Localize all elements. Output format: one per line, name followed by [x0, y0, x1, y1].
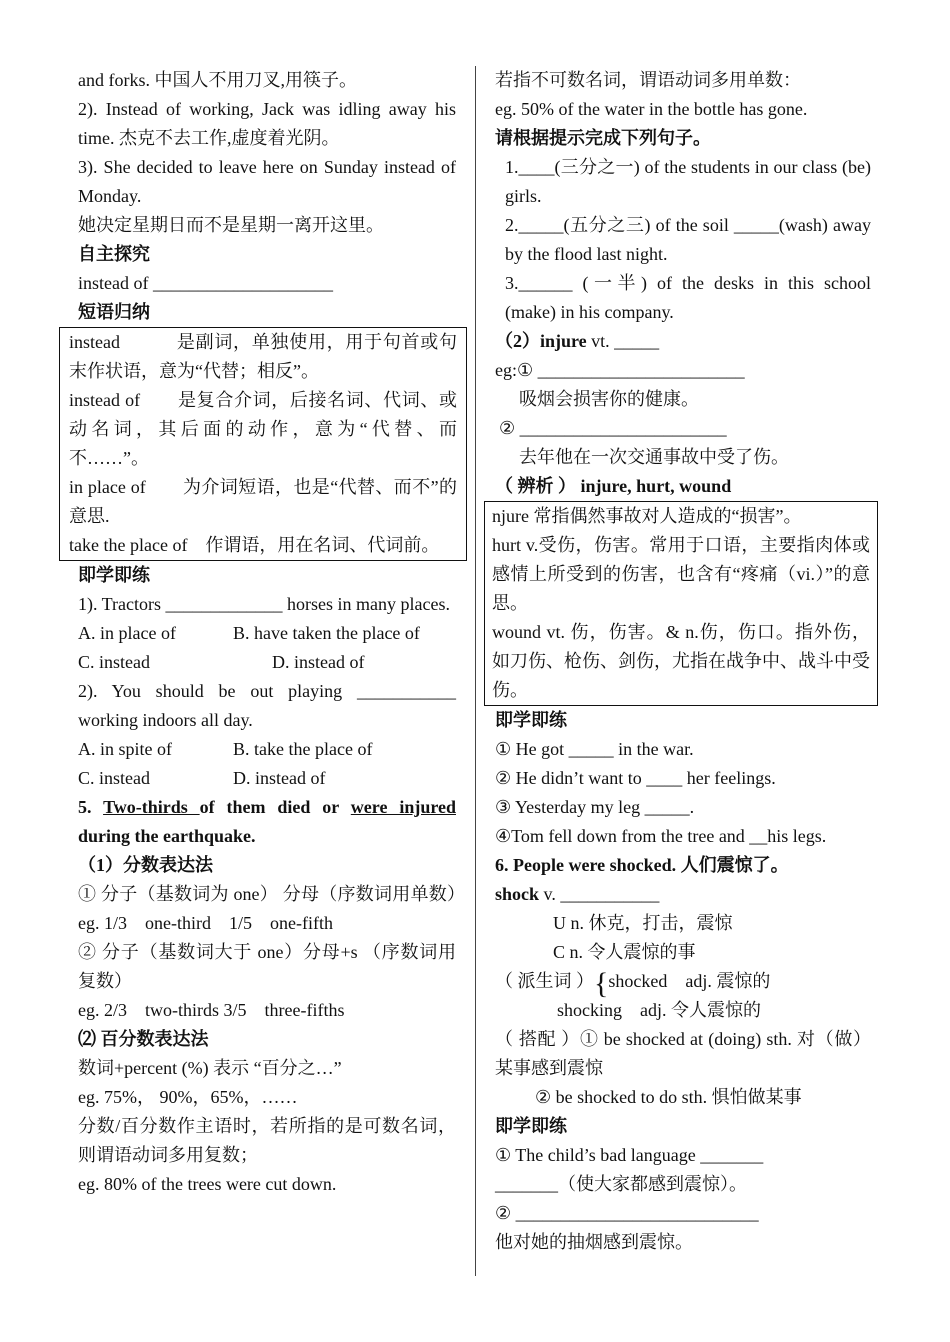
- rule-line: 数词+percent (%) 表示 “百分之…”: [78, 1058, 342, 1078]
- rule-line: ① 分子（基数词为 one） 分母（序数词用单数）eg. 1/3 one-third 1/5 one-fifth: [78, 884, 456, 933]
- example-sentence: and forks. 中国人不用刀叉,用筷子。: [78, 70, 357, 90]
- exercise-question: 3.______ (一半) of the desks in this school (make) in his company.: [505, 273, 871, 322]
- exercise-question: ③ Yesterday my leg _____.: [495, 797, 695, 817]
- section-heading: （ 辨析 ） injure, hurt, wound: [495, 476, 732, 496]
- example-line: eg. 75%， 90%，65%，……: [78, 1087, 298, 1107]
- exercise-question: _______（使大家都感到震惊）。: [495, 1174, 747, 1194]
- exercise-question: 1.____(三分之一) of the students in our class (be) girls.: [505, 157, 871, 206]
- key-sentence: 6. People were shocked. 人们震惊了。: [495, 855, 789, 875]
- section-heading: 即学即练: [495, 710, 567, 730]
- right-column: [492, 66, 871, 1257]
- fill-in-line: ② _______________________: [499, 418, 727, 438]
- example-line: eg. 50% of the water in the bottle has gone.: [495, 99, 808, 119]
- word-meaning: U n. 休克，打击，震惊: [553, 913, 733, 933]
- exercise-question: 2._____(五分之三) of the soil _____(wash) away by the flood last night.: [505, 215, 871, 264]
- rule-line: 若指不可数名词，谓语动词多用单数：: [495, 70, 801, 90]
- box-line: in place of 为介词短语，也是“代替、而不”的意思.: [69, 477, 457, 526]
- translation: 吸烟会损害你的健康。: [519, 389, 699, 409]
- section-heading: 自主探究: [78, 244, 150, 264]
- option-b: B. take the place of: [233, 739, 373, 759]
- example-sentence: 2). Instead of working, Jack was idling away his time. 杰克不去工作,虚度着光阴。: [78, 99, 456, 148]
- exercise-question: ④Tom fell down from the tree and __his legs.: [495, 826, 827, 846]
- left-column: [69, 66, 457, 1199]
- box-line: hurt v.受伤，伤害。常用于口语，主要指肉体或感情上所受到的伤害，也含有“疼痛（vi.）”的意思。: [492, 535, 870, 613]
- option-b: B. have taken the place of: [233, 623, 420, 643]
- derivative-line: （ 派生词 ）{shocked adj. 震惊的: [495, 967, 771, 1000]
- word-meaning: C n. 令人震惊的事: [553, 942, 696, 962]
- section-heading: 即学即练: [78, 565, 150, 585]
- collocation-line: （ 搭配 ）① be shocked at (doing) sth. 对（做）某事感到震惊: [495, 1029, 871, 1078]
- phrase-summary-box: [59, 327, 467, 561]
- box-line: take the place of 作谓语，用在名词、代词前。: [69, 535, 440, 555]
- option-a: A. in place of: [78, 623, 176, 643]
- section-heading: 即学即练: [495, 1116, 567, 1136]
- subsection-heading: （2）injure vt. _____: [495, 331, 660, 351]
- section-heading: 短语归纳: [78, 302, 150, 322]
- option-row: [78, 619, 456, 648]
- fill-in-line: ② ___________________________: [495, 1203, 759, 1223]
- subsection-heading: ⑵ 百分数表达法: [78, 1029, 209, 1049]
- exercise-question: 1). Tractors _____________ horses in many places.: [78, 594, 450, 614]
- word-entry: shock v. ___________: [495, 884, 660, 904]
- option-d: D. instead of: [233, 768, 326, 788]
- option-row: [78, 764, 456, 793]
- option-c: C. instead: [78, 652, 150, 672]
- column-divider: [475, 66, 476, 1276]
- box-line: njure 常指偶然事故对人造成的“损害”。: [492, 506, 802, 526]
- box-line: instead 是副词，单独使用，用于句首或句末作状语，意为“代替；相反”。: [69, 332, 457, 381]
- exercise-question: ② He didn’t want to ____ her feelings.: [495, 768, 776, 788]
- exercise-question: 2). You should be out playing ___________ working indoors all day.: [78, 681, 456, 730]
- derivative-line: shocking adj. 令人震惊的: [557, 1000, 761, 1020]
- fill-in-line: eg:① _______________________: [495, 360, 745, 380]
- option-c: C. instead: [78, 768, 150, 788]
- key-sentence: 5. Two-thirds of them died or were injured during the earthquake.: [78, 797, 456, 846]
- brace-icon: {: [594, 967, 609, 1000]
- rule-line: 分数/百分数作主语时，若所指的是可数名词，则谓语动词多用复数；: [78, 1116, 456, 1165]
- translation: 去年他在一次交通事故中受了伤。: [519, 447, 789, 467]
- option-d: D. instead of: [272, 652, 365, 672]
- example-line: eg. 2/3 two-thirds 3/5 three-fifths: [78, 1000, 345, 1020]
- box-line: wound vt. 伤，伤害。& n.伤，伤口。指外伤，如刀伤、枪伤、剑伤，尤指在战争中、战斗中受伤。: [492, 622, 870, 700]
- section-heading: 请根据提示完成下列句子。: [495, 128, 711, 148]
- translation: 他对她的抽烟感到震惊。: [495, 1232, 693, 1252]
- exercise-question: ① He got _____ in the war.: [495, 739, 694, 759]
- collocation-line: ② be shocked to do sth. 惧怕做某事: [535, 1087, 802, 1107]
- word-distinction-box: [484, 501, 878, 706]
- fill-in-line: instead of ____________________: [78, 273, 333, 293]
- example-line: eg. 80% of the trees were cut down.: [78, 1174, 337, 1194]
- example-sentence: 3). She decided to leave here on Sunday instead of Monday.: [78, 157, 456, 206]
- option-row: [78, 735, 456, 764]
- translation: 她决定星期日而不是星期一离开这里。: [78, 215, 384, 235]
- exercise-question: ① The child’s bad language _______: [495, 1145, 764, 1165]
- subsection-heading: （1）分数表达法: [78, 855, 213, 875]
- rule-line: ② 分子（基数词大于 one）分母+s （序数词用复数）: [78, 942, 456, 991]
- option-row: [78, 648, 456, 677]
- option-a: A. in spite of: [78, 739, 172, 759]
- box-line: instead of 是复合介词，后接名词、代词、或动名词，其后面的动作，意为“代替、而不……”。: [69, 390, 457, 468]
